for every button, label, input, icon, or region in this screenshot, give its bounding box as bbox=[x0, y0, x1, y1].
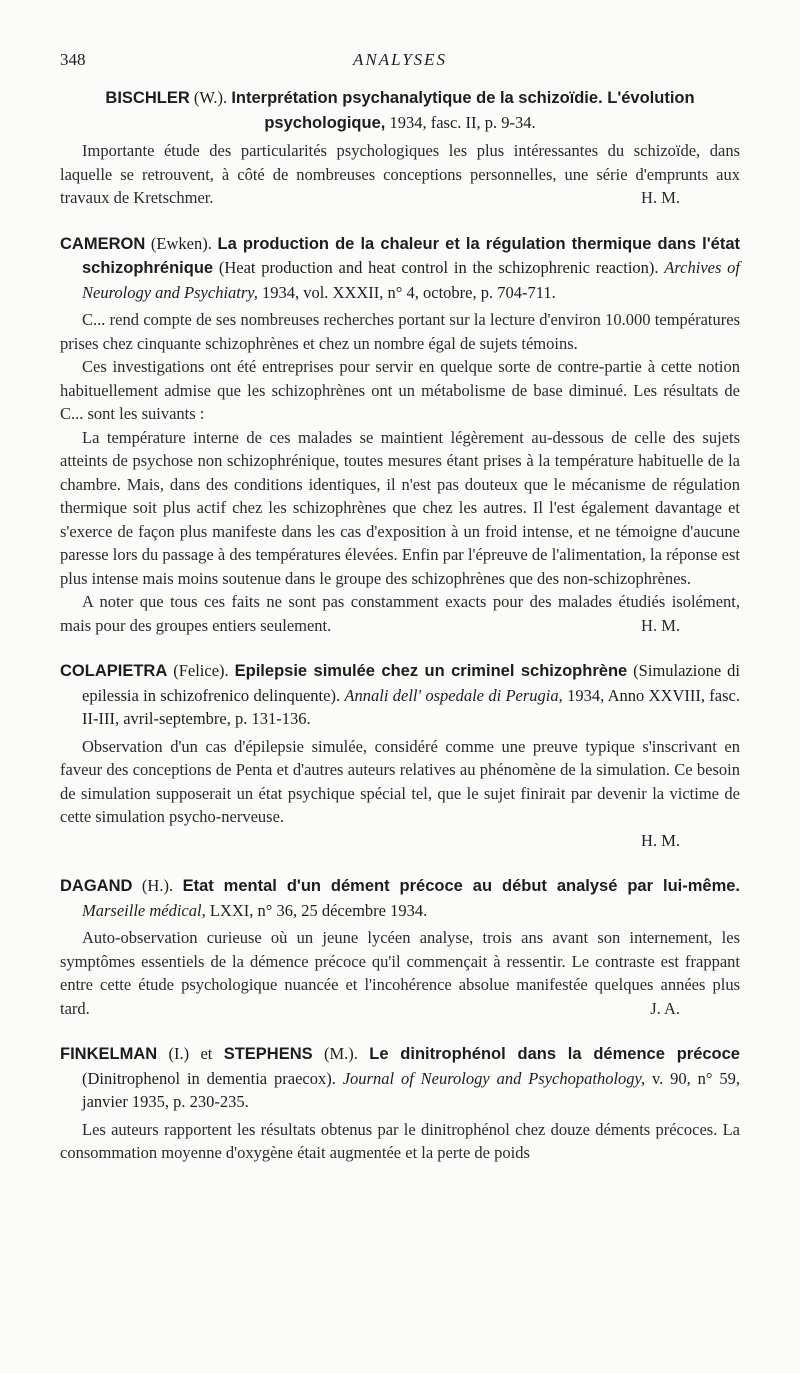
entry-author-initials: (W.). bbox=[189, 88, 232, 107]
entry-author-initials: (I.) et bbox=[157, 1044, 224, 1063]
entry-paragraph: Ces investigations ont été entreprises pour servir en quelque sorte de contre-partie à cette notion habituellement admise que les schizophrènes ont un métabolisme de base diminué. Les résultats de C... sont les suivants : bbox=[60, 357, 740, 423]
entry-paragraph bbox=[60, 139, 740, 210]
entry-journal: Journal of Neurology and Psychopathology, bbox=[342, 1068, 646, 1088]
entry-citation-post: v. 90, n° 59, janvier 1935, p. 230-235. bbox=[82, 1068, 741, 1111]
entry-heading bbox=[60, 232, 740, 305]
running-title: ANALYSES bbox=[352, 50, 448, 69]
entry-paragraph bbox=[60, 590, 740, 637]
running-head bbox=[0, 50, 800, 74]
entry-paragraph: Les auteurs rapportent les résultats obtenus par le dinitrophénol chez douze déments précoces. La consommation moyenne d'oxygène était augmentée et la perte de poids bbox=[60, 1119, 740, 1162]
page-number: 348 bbox=[60, 50, 86, 69]
entry-paragraph: La température interne de ces malades se maintient légèrement au-dessous de celle des sujets atteints de psychose non schizophrénique, toutes mesures étant prises à la température habituelle de la chambre. Mais, dans des conditions identiques, il n'est pas douteux que le mécanisme de régulation thermique soit plus actif chez les schizophrènes que chez les autres. Il l'est également davantage et s'exerce de façon plus manifeste dans les cas d'exposition à un froid intense, et ne témoigne d'aucune paresse lors du passage à des températures élevées. Enfin par l'épreuve de l'alimentation, la réponse est plus intense mais moins soutenue dans le groupe des schizophrènes que des non-schizophrènes. bbox=[60, 427, 740, 588]
entry-author-initials: (Felice). bbox=[167, 661, 235, 680]
entry-title: Le dinitrophénol dans la démence précoce bbox=[369, 1045, 740, 1063]
entry-citation-pre: (Simulazione di epilessia in schizofrenico delinquente). bbox=[82, 661, 740, 705]
entry-coauthor: STEPHENS bbox=[223, 1045, 313, 1063]
entry-citation-pre: (Heat production and heat control in the schizophrenic reaction). bbox=[213, 258, 665, 277]
entry-heading bbox=[60, 874, 740, 922]
entry-author-initials: (H.). bbox=[132, 876, 183, 895]
entry-author: BISCHLER bbox=[105, 89, 190, 107]
entry-author-initials: (Ewken). bbox=[145, 233, 218, 253]
entry-heading bbox=[60, 659, 740, 731]
entry-title: Etat mental d'un dément précoce au début analysé par lui-même. bbox=[182, 877, 741, 895]
entry-citation-pre: (Dinitrophenol in dementia praecox). bbox=[82, 1068, 343, 1088]
entry-paragraph-text: Auto-observation curieuse où un jeune lycéen analyse, trois ans avant son internement, les symptômes essentiels de la démence précoce qu'il commençait à ressentir. Le contraste est frappant entre cette étude psychologique nuancée et l'incohérence absolue manifestée quelques années plus tard. bbox=[60, 928, 740, 1018]
entry-heading bbox=[60, 1042, 740, 1114]
entry-author: FINKELMAN bbox=[60, 1045, 158, 1063]
entry-signature: H. M. bbox=[641, 615, 680, 635]
entry-title: Interprétation psychanalytique de la schizoïdie. L'évolution psychologique, bbox=[231, 89, 695, 132]
entry-citation: 1934, fasc. II, p. 9-34. bbox=[385, 112, 536, 132]
review-entry-finkelman bbox=[60, 1042, 740, 1165]
entry-author: CAMERON bbox=[60, 234, 146, 253]
entry-paragraph: Observation d'un cas d'épilepsie simulée, considéré comme une preuve typique s'inscrivant en faveur des conceptions de Penta et d'autres auteurs relatives au phénomène de la simulation. Ce besoin de simulation supposerait un état psychique spécial tel, que le sujet finirait par devenir la victime de cette simulation psycho-nerveuse. bbox=[60, 736, 740, 826]
entry-title: La production de la chaleur et la régulation thermique dans l'état schizophrénique bbox=[82, 234, 740, 277]
entry-signature: J. A. bbox=[650, 998, 680, 1018]
entry-journal: Marseille médical, bbox=[82, 900, 206, 920]
review-entry-cameron bbox=[60, 232, 740, 638]
entry-paragraph bbox=[60, 926, 740, 1020]
entry-citation-post: 1934, vol. XXXII, n° 4, octobre, p. 704-711. bbox=[257, 282, 556, 302]
entry-paragraph-text: Importante étude des particularités psychologiques les plus intéressantes du schizoïde, dans laquelle se retrouvent, à côté de nombreuses conceptions personnelles, une série d'emprunts aux travaux de Kretschmer. bbox=[60, 141, 740, 207]
entry-paragraph-text: A noter que tous ces faits ne sont pas constamment exacts pour des malades étudiés isolément, mais pour des groupes entiers seulement. bbox=[60, 592, 740, 635]
entry-journal: Annali dell' ospedale di Perugia, bbox=[344, 685, 563, 705]
entry-journal: Archives of Neurology and Psychiatry, bbox=[82, 258, 740, 302]
entry-title: Epilepsie simulée chez un criminel schizophrène bbox=[234, 662, 628, 680]
entry-coauthor-initials: (M.). bbox=[312, 1044, 370, 1063]
review-entry-bischler bbox=[60, 86, 740, 210]
review-entry-colapietra bbox=[60, 659, 740, 852]
content bbox=[60, 86, 740, 1165]
entry-citation-post: LXXI, n° 36, 25 décembre 1934. bbox=[205, 900, 428, 920]
entry-author: DAGAND bbox=[60, 877, 133, 895]
review-entry-dagand bbox=[60, 874, 740, 1020]
entry-paragraph: C... rend compte de ses nombreuses recherches portant sur la lecture d'environ 10.000 températures prises chez cinquante schizophrènes et chez un nombre égal de sujets témoins. bbox=[60, 310, 740, 353]
entry-author: COLAPIETRA bbox=[60, 662, 168, 680]
entry-heading bbox=[60, 86, 740, 135]
entry-signature: H. M. bbox=[641, 188, 680, 207]
entry-citation-post: 1934, Anno XXVIII, fasc. II-III, avril-septembre, p. 131-136. bbox=[82, 685, 740, 728]
entry-signature: H. M. bbox=[641, 830, 680, 850]
